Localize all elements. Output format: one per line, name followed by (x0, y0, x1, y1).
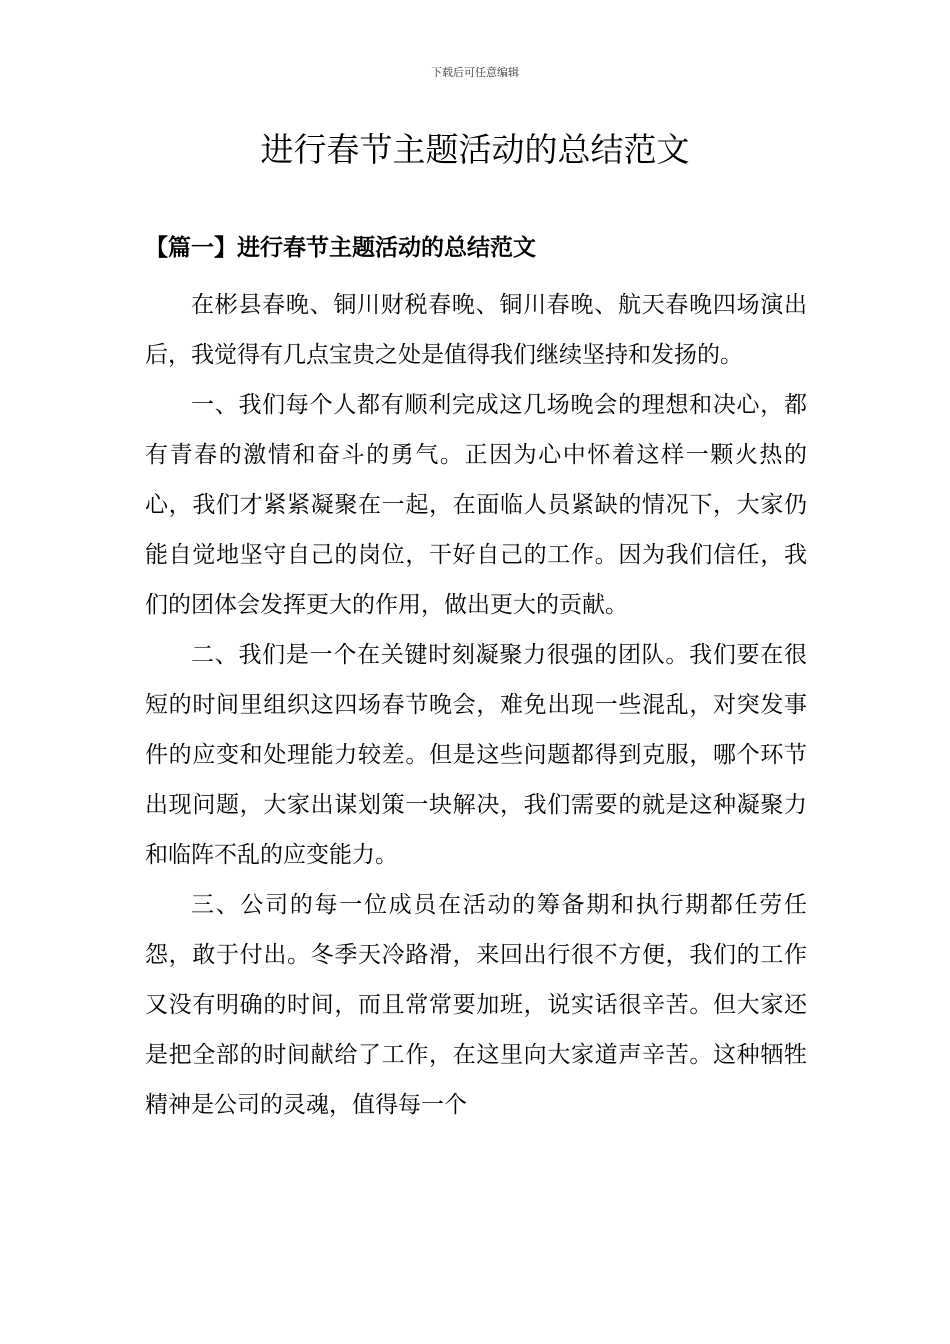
paragraph-point-three: 三、公司的每一位成员在活动的筹备期和执行期都任劳任怨，敢于付出。冬季天冷路滑，来回出行很不方便，我们的工作又没有明确的时间，而且常常要加班，说实话很辛苦。但大家还是把全部的时间献给了工作，在这里向大家道声辛苦。这种牺牲精神是公司的灵魂，值得每一个 (145, 892, 807, 1118)
paragraph-point-one: 一、我们每个人都有顺利完成这几场晚会的理想和决心，都有青春的激情和奋斗的勇气。正因为心中怀着这样一颗火热的心，我们才紧紧凝聚在一起，在面临人员紧缺的情况下，大家仍能自觉地坚守自己的岗位，干好自己的工作。因为我们信任，我们的团体会发挥更大的作用，做出更大的贡献。 (145, 392, 807, 618)
paragraph-point-two: 二、我们是一个在关键时刻凝聚力很强的团队。我们要在很短的时间里组织这四场春节晚会，难免出现一些混乱，对突发事件的应变和处理能力较差。但是这些问题都得到克服，哪个环节出现问题，大家出谋划策一块解决，我们需要的就是这种凝聚力和临阵不乱的应变能力。 (145, 642, 807, 868)
document-body (145, 280, 807, 1130)
paragraph-intro: 在彬县春晚、铜川财税春晚、铜川春晚、航天春晚四场演出后，我觉得有几点宝贵之处是值得我们继续坚持和发扬的。 (145, 292, 807, 368)
section-heading: 【篇一】进行春节主题活动的总结范文 (145, 234, 536, 261)
download-note: 下载后可任意编辑 (431, 66, 519, 79)
document-title: 进行春节主题活动的总结范文 (260, 130, 690, 169)
